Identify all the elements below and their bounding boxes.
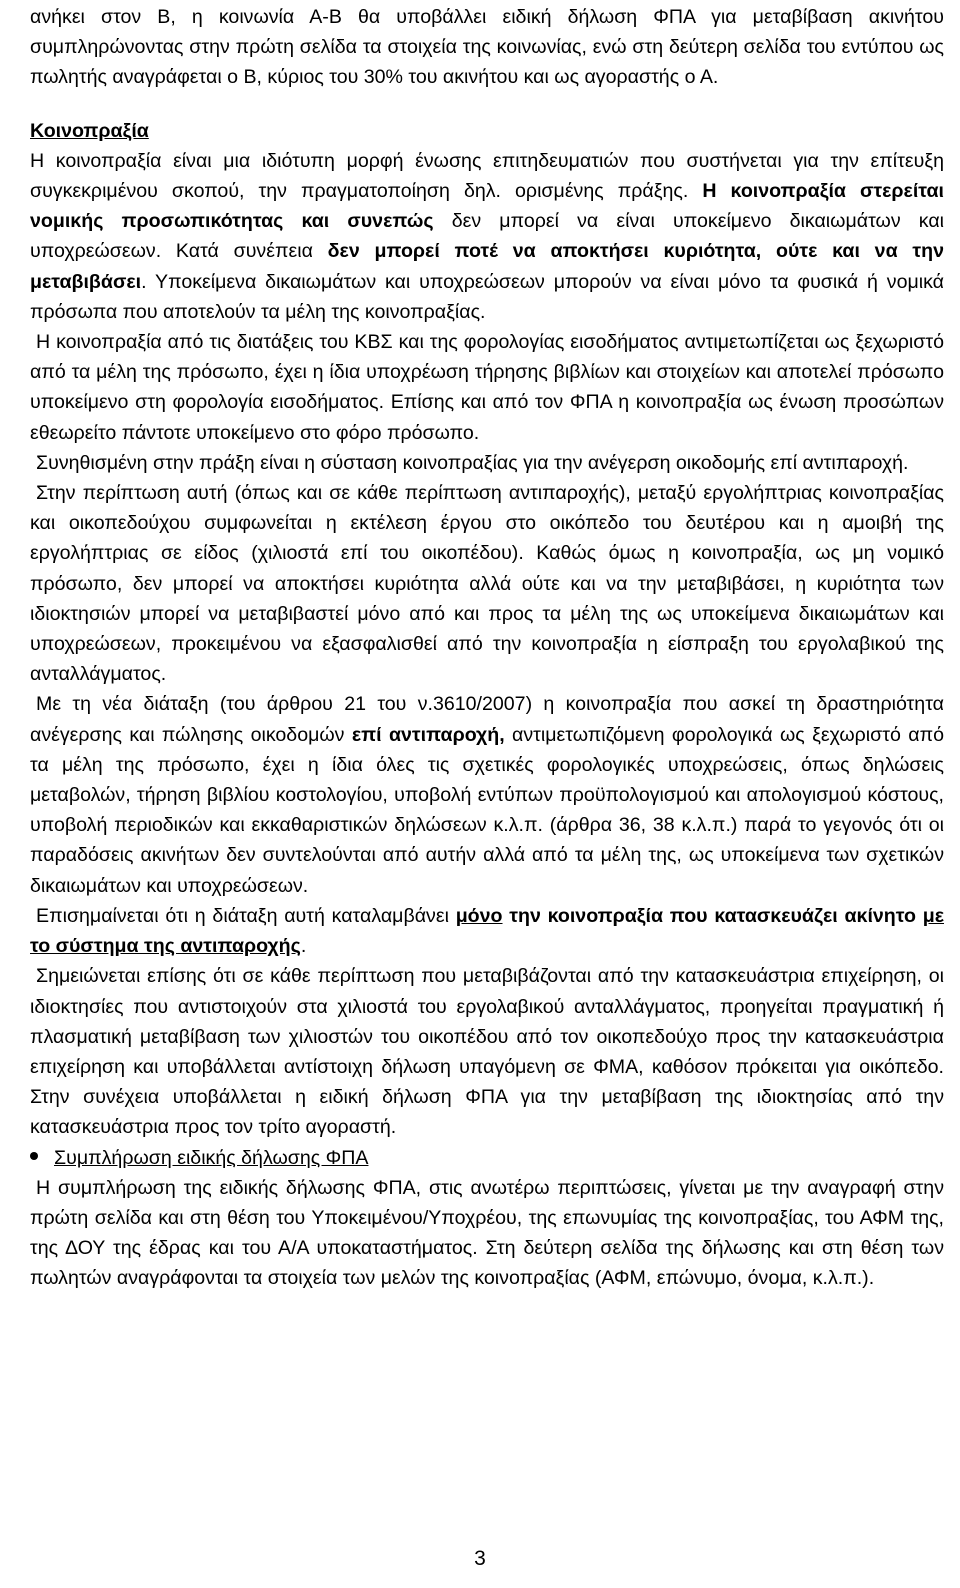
section-heading: Κοινοπραξία	[30, 119, 149, 142]
scope-underline-only: μόνο	[455, 904, 503, 927]
scope-text-end: .	[300, 935, 307, 958]
scope-bold-only	[456, 905, 503, 927]
paragraph-common-practice: Συνηθισμένη στην πράξη είναι η σύσταση κοινοπραξίας για την ανέγερση οικοδομής επί αντιπαροχή.	[36, 451, 909, 474]
paragraph-new-provision	[30, 689, 944, 900]
paragraph-scope-note	[30, 901, 944, 961]
definition-text-c: . Υποκείμενα δικαιωμάτων και υποχρεώσεων μπορούν να είναι μόνο τα φυσικά ή νομικά πρόσωπα που αποτελούν τα μέλη της κοινοπραξίας.	[30, 270, 944, 323]
paragraph-kbs: Η κοινοπραξία από τις διατάξεις του ΚΒΣ και της φορολογίας εισοδήματος αντιμετωπίζεται ως ξεχωριστό από τα μέλη της πρόσωπο, έχει η ίδια υποχρέωση τήρησης βιβλίων και στοιχείων και αποτελεί πρόσωπο υποκείμενο στη φορολογία εισοδήματος. Επίσης και από τον ΦΠΑ η κοινοπραξία ως ένωση προσώπων εθεωρείτο πάντοτε υποκείμενο στο φόρο πρόσωπο.	[30, 331, 944, 444]
paragraph-antiparochi: Στην περίπτωση αυτή (όπως και σε κάθε περίπτωση αντιπαροχής), μεταξύ εργολήπτριας κοινοπραξίας και οικοπεδούχου συμφωνείται η εκτέλεση έργου στο οικόπεδο του δευτέρου και η αμοιβή της εργολήπτριας σε είδος (χιλιοστά επί του οικοπέδου). Καθώς όμως η κοινοπραξία, ως μη νομικό πρόσωπο, δεν μπορεί να αποκτήσει κυριότητα αλλά ούτε και να την μεταβιβάσει, η κυριότητα των ιδιοκτησιών μπορεί να μεταβιβαστεί μόνο από και προς τα μέλη της ως υποκείμενα δικαιωμάτων και υποχρεώσεων, προκειμένου να εξασφαλισθεί από την κοινοπραξία η είσπραξη του εργολαβικού της ανταλλάγματος.	[30, 482, 944, 686]
new-provision-text-a: Με τη νέα διάταξη (του άρθρου 21 του ν.3610/2007) η κοινοπραξία που ασκεί τη δραστηριότητα ανέγερσης και πώλησης οικοδομών	[30, 693, 944, 746]
scope-bold-a: την κοινοπραξία που κατασκευάζει ακίνητο	[502, 904, 923, 927]
bullet-icon	[30, 1152, 38, 1160]
paragraph-definition	[30, 146, 944, 327]
intro-paragraph: ανήκει στον Β, η κοινωνία Α-Β θα υποβάλλει ειδική δήλωση ΦΠΑ για μεταβίβαση ακινήτου συμπληρώνοντας στην πρώτη σελίδα τα στοιχεία της κοινωνίας, ενώ στη δεύτερη σελίδα του εντύπου ως πωλητής αναγράφεται ο Β, κύριος του 30% του ακινήτου και ως αγοραστής ο Α.	[30, 6, 944, 89]
new-provision-text-b: αντιμετωπιζόμενη φορολογικά ως ξεχωριστό από τα μέλη της πρόσωπο, έχει η ίδια όλες τις σχετικές φορολογικές υποχρεώσεις, όπως δηλώσεις μεταβολών, τήρηση βιβλίου κοστολογίου, υποβολή εντύπων προϋπολογισμού και απολογισμού κόστους, υποβολή περιοδικών και εκκαθαριστικών δηλώσεων κ.λ.π. (άρθρα 36, 38 κ.λ.π.) παρά το γεγονός ότι οι παραδόσεις ακινήτων δεν συντελούνται από αυτήν αλλά από τα μέλη της, ως υποκείμενα των σχετικών δικαιωμάτων και υποχρεώσεων.	[30, 723, 944, 897]
paragraph-transfer-note: Σημειώνεται επίσης ότι σε κάθε περίπτωση που μεταβιβάζονται από την κατασκευάστρια επιχείρηση, οι ιδιοκτησίες που αντιστοιχούν στα χιλιοστά του εργολαβικού ανταλλάγματος, προηγείται πραγματική ή πλασματική μεταβίβαση των χιλιοστών του οικοπέδου από τον οικοπεδούχο προς την κατασκευάστρια επιχείρηση και υποβάλλεται αντίστοιχη δήλωση υπαγόμενη σε ΦΜΑ, καθόσον πρόκειται για οικόπεδο. Στην συνέχεια υποβάλλεται η ειδική δήλωση ΦΠΑ για την μεταβίβαση της ιδιοκτησίας από την κατασκευάστρια προς τον τρίτο αγοραστή.	[30, 965, 944, 1139]
definition-text-a: Η κοινοπραξία είναι μια ιδιότυπη μορφή ένωσης επιτηδευματιών που συστήνεται για την επίτευξη συγκεκριμένου σκοπού, την πραγματοποίηση δηλ. ορισμένης πράξης.	[30, 149, 944, 203]
definition-bold-b: δεν μπορεί ποτέ να αποκτήσει κυριότητα, ούτε και να την μεταβιβάσει	[30, 240, 944, 293]
scope-underline-system: με το σύστημα της αντιπαροχής	[30, 904, 944, 958]
paragraph-completion: Η συμπλήρωση της ειδικής δήλωσης ΦΠΑ, στις ανωτέρω περιπτώσεις, γίνεται με την αναγραφή στην πρώτη σελίδα και στη θέση του Υποκειμένου/Υποχρέου, της επωνυμίας της κοινοπραξίας, του ΑΦΜ της, της ΔΟΥ της έδρας και του Α/Α υποκαταστήματος. Στη δεύτερη σελίδα της δήλωσης και στη θέση των πωλητών αναγράφονται τα στοιχεία των μελών της κοινοπραξίας (ΑΦΜ, επώνυμο, όνομα, κ.λ.π.).	[30, 1176, 944, 1290]
definition-bold-a: Η κοινοπραξία στερείται νομικής προσωπικότητας και συνεπώς	[30, 180, 944, 233]
page-number: 3	[474, 1547, 486, 1570]
bullet-item	[30, 1143, 944, 1173]
bullet-label: Συμπλήρωση ειδικής δήλωσης ΦΠΑ	[54, 1146, 369, 1169]
new-provision-bold: επί αντιπαροχή,	[351, 723, 505, 746]
definition-text-b: δεν μπορεί να είναι υποκείμενο δικαιωμάτων και υποχρεώσεων. Κατά συνέπεια	[30, 210, 945, 263]
scope-text-a: Επισημαίνεται ότι η διάταξη αυτή καταλαμβάνει	[36, 904, 456, 927]
